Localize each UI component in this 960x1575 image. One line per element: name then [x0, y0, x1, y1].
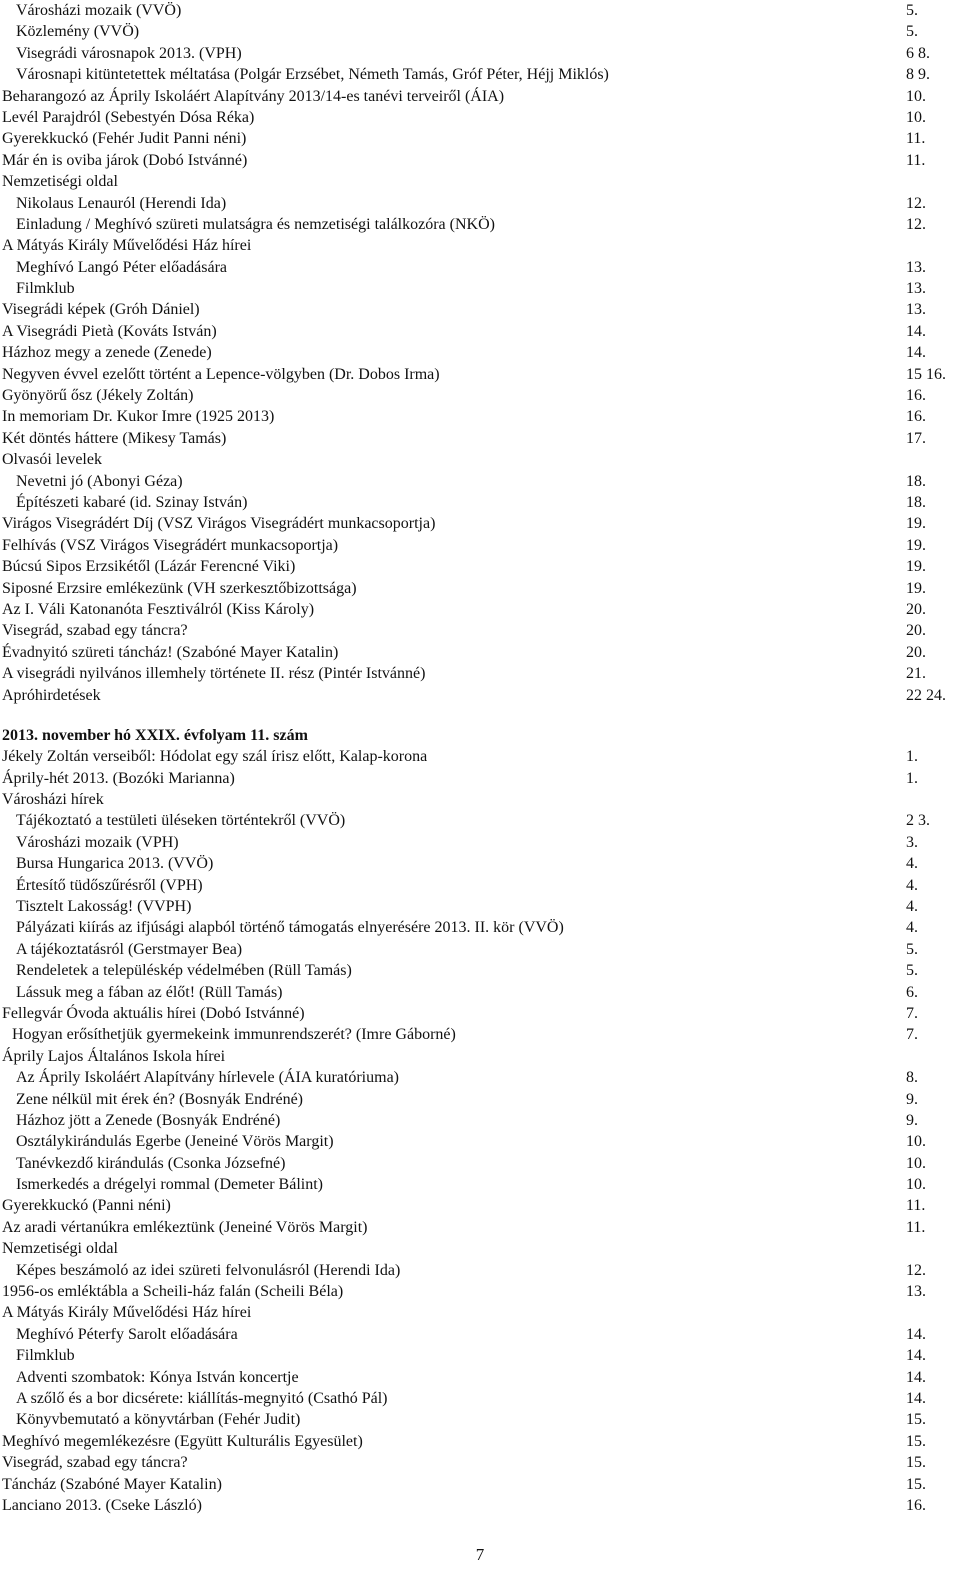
toc-entry — [2, 1089, 960, 1110]
toc-entry — [2, 214, 960, 235]
toc-entry — [2, 1495, 960, 1516]
toc-entry — [2, 1388, 960, 1409]
toc-entry-title: Lássuk meg a fában az élőt! (Rüll Tamás) — [16, 983, 283, 1001]
toc-entry — [2, 853, 960, 874]
toc-entry — [2, 1302, 960, 1323]
toc-entry-title: Fellegvár Óvoda aktuális hírei (Dobó Istvánné) — [2, 1004, 305, 1022]
toc-entry-title: Áprily-hét 2013. (Bozóki Marianna) — [2, 769, 235, 787]
toc-entry-title: Házhoz jött a Zenede (Bosnyák Endréné) — [16, 1111, 281, 1129]
toc-entry-page: 18. — [906, 472, 926, 490]
toc-entry — [2, 1067, 960, 1088]
toc-entry-title: Nikolaus Lenauról (Herendi Ida) — [16, 194, 227, 212]
toc-entry-title: Házhoz megy a zenede (Zenede) — [2, 344, 212, 362]
toc-entry-title: A tájékoztatásról (Gerstmayer Bea) — [16, 940, 243, 958]
toc-entry-page: 10. — [906, 1154, 926, 1172]
toc-entry-page: 14. — [906, 1347, 926, 1365]
toc-entry-page: 13. — [906, 1283, 926, 1301]
toc-entry — [2, 128, 960, 149]
toc-entry — [2, 235, 960, 256]
toc-entry — [2, 832, 960, 853]
toc-entry-page: 22 24. — [906, 686, 946, 704]
toc-entry — [2, 449, 960, 470]
toc-entry — [2, 1217, 960, 1238]
toc-entry — [2, 917, 960, 938]
toc-entry-title: Két döntés háttere (Mikesy Tamás) — [2, 429, 227, 447]
toc-entry-page: 9. — [906, 1090, 918, 1108]
toc-entry — [2, 257, 960, 278]
toc-entry-page: 11. — [906, 130, 926, 148]
toc-entry-page: 4. — [906, 898, 918, 916]
toc-entry-page: 5. — [906, 940, 918, 958]
toc-entry-title: Beharangozó az Áprily Iskoláért Alapítvány 2013/14-es tanévi terveiről (ÁIA) — [2, 87, 505, 105]
toc-entry-page: 15 16. — [906, 365, 946, 383]
toc-entry-title: Visegrádi városnapok 2013. (VPH) — [16, 44, 242, 62]
section-spacer — [2, 706, 960, 725]
toc-entry — [2, 810, 960, 831]
toc-entry-page: 10. — [906, 108, 926, 126]
toc-entry-page: 8 9. — [906, 66, 930, 84]
toc-entry-title: Lanciano 2013. (Cseke László) — [2, 1496, 202, 1514]
toc-entry-page: 20. — [906, 643, 926, 661]
toc-entry — [2, 471, 960, 492]
toc-entry-page: 14. — [906, 322, 926, 340]
toc-entry-page: 19. — [906, 536, 926, 554]
toc-entry — [2, 1174, 960, 1195]
toc-entry — [2, 1324, 960, 1345]
toc-entry — [2, 663, 960, 684]
toc-entry — [2, 599, 960, 620]
toc-entry-title: Városházi hírek — [2, 791, 104, 809]
toc-entry-page: 4. — [906, 876, 918, 894]
toc-entry — [2, 278, 960, 299]
toc-entry — [2, 385, 960, 406]
toc-entry-title: A Visegrádi Pietà (Kováts István) — [2, 322, 217, 340]
toc-entry-title: Filmklub — [16, 1347, 75, 1365]
toc-entry-title: Osztálykirándulás Egerbe (Jeneiné Vörös Margit) — [16, 1133, 334, 1151]
toc-entry-title: Bursa Hungarica 2013. (VVÖ) — [16, 855, 214, 873]
toc-entry — [2, 746, 960, 767]
toc-entry-title: Hogyan erősíthetjük gyermekeink immunrendszerét? (Imre Gáborné) — [12, 1026, 456, 1044]
toc-entry-title: Képes beszámoló az idei szüreti felvonulásról (Herendi Ida) — [16, 1261, 401, 1279]
toc-entry-page: 7. — [906, 1004, 918, 1022]
toc-entry — [2, 960, 960, 981]
toc-entry — [2, 1452, 960, 1473]
toc-entry-title: Apróhirdetések — [2, 686, 101, 704]
toc-entry-title: Ismerkedés a drégelyi rommal (Demeter Bálint) — [16, 1176, 323, 1194]
table-of-contents — [2, 0, 960, 1516]
toc-entry-page: 14. — [906, 344, 926, 362]
toc-entry-page: 1. — [906, 748, 918, 766]
toc-entry-page: 6. — [906, 983, 918, 1001]
toc-entry-title: Siposné Erzsire emlékezünk (VH szerkesztőbizottsága) — [2, 579, 357, 597]
toc-entry — [2, 150, 960, 171]
toc-entry — [2, 939, 960, 960]
toc-entry-page: 15. — [906, 1454, 926, 1472]
toc-entry — [2, 1195, 960, 1216]
toc-entry-page: 8. — [906, 1069, 918, 1087]
toc-entry — [2, 364, 960, 385]
issue-heading — [2, 725, 960, 746]
toc-entry — [2, 1409, 960, 1430]
toc-entry-page: 12. — [906, 1261, 926, 1279]
toc-entry — [2, 620, 960, 641]
toc-entry-title: Táncház (Szabóné Mayer Katalin) — [2, 1475, 222, 1493]
toc-entry-title: Az aradi vértanúkra emlékeztünk (Jeneiné Vörös Margit) — [2, 1218, 368, 1236]
toc-entry-page: 15. — [906, 1411, 926, 1429]
toc-entry — [2, 1024, 960, 1045]
toc-entry — [2, 1345, 960, 1366]
toc-entry-title: Könyvbemutató a könyvtárban (Fehér Judit) — [16, 1411, 301, 1429]
toc-entry-title: 1956-os emléktábla a Scheili-ház falán (Scheili Béla) — [2, 1283, 344, 1301]
toc-entry-title: Évadnyitó szüreti táncház! (Szabóné Mayer Katalin) — [2, 643, 339, 661]
toc-entry — [2, 321, 960, 342]
toc-entry-page: 5. — [906, 2, 918, 19]
toc-entry — [2, 64, 960, 85]
toc-entry-page: 16. — [906, 1496, 926, 1514]
toc-entry-page: 10. — [906, 87, 926, 105]
toc-entry-title: Gyerekkuckó (Fehér Judit Panni néni) — [2, 130, 247, 148]
toc-entry-page: 15. — [906, 1432, 926, 1450]
toc-entry — [2, 1110, 960, 1131]
toc-entry-page: 9. — [906, 1111, 918, 1129]
toc-entry-title: Az I. Váli Katonanóta Fesztiválról (Kiss Károly) — [2, 600, 315, 618]
toc-entry-page: 11. — [906, 1197, 926, 1215]
toc-entry-title: A Mátyás Király Művelődési Ház hírei — [2, 1304, 252, 1322]
toc-entry-title: Virágos Visegrádért Díj (VSZ Virágos Visegrádért munkacsoportja) — [2, 515, 436, 533]
toc-entry-title: Visegrád, szabad egy táncra? — [2, 1454, 188, 1472]
toc-entry-title: Meghívó megemlékezésre (Együtt Kulturális Egyesület) — [2, 1432, 363, 1450]
toc-entry-page: 10. — [906, 1133, 926, 1151]
toc-entry — [2, 428, 960, 449]
toc-entry-page: 10. — [906, 1176, 926, 1194]
toc-entry-title: Az Áprily Iskoláért Alapítvány hírlevele (ÁIA kuratóriuma) — [16, 1069, 399, 1087]
toc-entry-page: 14. — [906, 1368, 926, 1386]
toc-entry — [2, 578, 960, 599]
issue-heading-text: 2013. november hó XXIX. évfolyam 11. szám — [2, 726, 308, 744]
toc-entry — [2, 1367, 960, 1388]
toc-entry-title: Negyven évvel ezelőtt történt a Lepence-völgyben (Dr. Dobos Irma) — [2, 365, 440, 383]
toc-entry — [2, 875, 960, 896]
toc-entry-page: 6 8. — [906, 44, 930, 62]
toc-entry-page: 3. — [906, 833, 918, 851]
toc-entry — [2, 642, 960, 663]
toc-entry-page: 16. — [906, 387, 926, 405]
toc-entry-title: Városnapi kitüntetettek méltatása (Polgár Erzsébet, Németh Tamás, Gróf Péter, Héjj Miklós) — [16, 66, 609, 84]
toc-entry — [2, 982, 960, 1003]
toc-entry-title: Rendeletek a településkép védelmében (Rüll Tamás) — [16, 962, 352, 980]
toc-entry-title: Visegrádi képek (Gróh Dániel) — [2, 301, 200, 319]
toc-entry-page: 13. — [906, 258, 926, 276]
toc-entry-title: Levél Parajdról (Sebestyén Dósa Réka) — [2, 108, 255, 126]
toc-entry-title: Gyönyörű ősz (Jékely Zoltán) — [2, 387, 194, 405]
toc-entry-title: Tisztelt Lakosság! (VVPH) — [16, 898, 192, 916]
toc-entry — [2, 768, 960, 789]
toc-entry-title: Városházi mozaik (VPH) — [16, 833, 179, 851]
toc-entry-page: 7. — [906, 1026, 918, 1044]
toc-entry-page: 11. — [906, 151, 926, 169]
toc-entry-title: Nemzetiségi oldal — [2, 173, 118, 191]
toc-entry-page: 13. — [906, 280, 926, 298]
toc-entry-title: Gyerekkuckó (Panni néni) — [2, 1197, 171, 1215]
toc-entry-page: 2 3. — [906, 812, 930, 830]
toc-entry-page: 20. — [906, 600, 926, 618]
toc-entry — [2, 193, 960, 214]
toc-entry-page: 12. — [906, 194, 926, 212]
toc-entry — [2, 1260, 960, 1281]
toc-entry-page: 20. — [906, 622, 926, 640]
toc-entry — [2, 43, 960, 64]
toc-entry-title: Tájékoztató a testületi üléseken történtekről (VVÖ) — [16, 812, 346, 830]
toc-entry — [2, 1046, 960, 1067]
toc-entry — [2, 1238, 960, 1259]
toc-entry — [2, 1474, 960, 1495]
toc-entry-page: 21. — [906, 665, 926, 683]
toc-entry-title: Építészeti kabaré (id. Szinay István) — [16, 493, 248, 511]
toc-entry — [2, 342, 960, 363]
toc-entry — [2, 1153, 960, 1174]
toc-entry-title: Áprily Lajos Általános Iskola hírei — [2, 1047, 226, 1065]
toc-entry-title: A visegrádi nyilvános illemhely története II. rész (Pintér Istvánné) — [2, 665, 426, 683]
toc-entry — [2, 107, 960, 128]
toc-entry — [2, 0, 960, 21]
toc-entry-page: 4. — [906, 919, 918, 937]
toc-entry-page: 15. — [906, 1475, 926, 1493]
toc-entry-page: 5. — [906, 23, 918, 41]
toc-entry-title: Nevetni jó (Abonyi Géza) — [16, 472, 183, 490]
toc-entry-title: Búcsú Sipos Erzsikétől (Lázár Ferencné Viki) — [2, 558, 296, 576]
toc-entry-page: 4. — [906, 855, 918, 873]
toc-entry-title: Felhívás (VSZ Virágos Visegrádért munkacsoportja) — [2, 536, 339, 554]
toc-entry-page: 19. — [906, 558, 926, 576]
toc-entry — [2, 685, 960, 706]
toc-entry — [2, 492, 960, 513]
toc-entry — [2, 1431, 960, 1452]
toc-entry-title: Zene nélkül mit érek én? (Bosnyák Endréné) — [16, 1090, 303, 1108]
toc-entry-title: Meghívó Péterfy Sarolt előadására — [16, 1325, 238, 1343]
toc-entry — [2, 1131, 960, 1152]
toc-entry — [2, 556, 960, 577]
toc-entry-page: 18. — [906, 493, 926, 511]
toc-entry — [2, 789, 960, 810]
toc-entry — [2, 896, 960, 917]
toc-entry-title: A Mátyás Király Művelődési Ház hírei — [2, 237, 252, 255]
toc-entry-title: Olvasói levelek — [2, 451, 102, 469]
toc-entry — [2, 21, 960, 42]
toc-entry — [2, 406, 960, 427]
toc-entry-title: Városházi mozaik (VVÖ) — [16, 2, 182, 19]
toc-entry — [2, 513, 960, 534]
toc-entry-title: Közlemény (VVÖ) — [16, 23, 140, 41]
toc-entry-page: 19. — [906, 579, 926, 597]
toc-entry-page: 17. — [906, 429, 926, 447]
toc-entry-title: Értesítő tüdőszűrésről (VPH) — [16, 876, 203, 894]
toc-entry-page: 16. — [906, 408, 926, 426]
toc-entry-title: Már én is oviba járok (Dobó Istvánné) — [2, 151, 248, 169]
toc-entry-page: 12. — [906, 215, 926, 233]
toc-entry-title: Nemzetiségi oldal — [2, 1240, 118, 1258]
toc-entry-title: Jékely Zoltán verseiből: Hódolat egy szál írisz előtt, Kalap-korona — [2, 748, 428, 766]
toc-entry-title: Einladung / Meghívó szüreti mulatságra és nemzetiségi találkozóra (NKÖ) — [16, 215, 495, 233]
toc-entry-page: 5. — [906, 962, 918, 980]
toc-entry-title: Pályázati kiírás az ifjúsági alapból történő támogatás elnyerésére 2013. II. kör (VVÖ) — [16, 919, 564, 937]
toc-entry-page: 11. — [906, 1218, 926, 1236]
toc-entry-page: 14. — [906, 1325, 926, 1343]
toc-entry — [2, 1281, 960, 1302]
toc-entry-page: 14. — [906, 1390, 926, 1407]
toc-entry-page: 1. — [906, 769, 918, 787]
toc-entry-page: 19. — [906, 515, 926, 533]
toc-entry — [2, 1003, 960, 1024]
toc-entry-title: A szőlő és a bor dicsérete: kiállítás-megnyitó (Csathó Pál) — [16, 1390, 388, 1407]
toc-entry-page: 13. — [906, 301, 926, 319]
toc-entry-title: Adventi szombatok: Kónya István koncertje — [16, 1368, 299, 1386]
toc-entry-title: Visegrád, szabad egy táncra? — [2, 622, 188, 640]
toc-entry-title: Meghívó Langó Péter előadására — [16, 258, 228, 276]
toc-entry — [2, 86, 960, 107]
page-number: 7 — [475, 1545, 485, 1564]
toc-entry-title: Filmklub — [16, 280, 75, 298]
toc-entry-title: In memoriam Dr. Kukor Imre (1925 2013) — [2, 408, 275, 426]
toc-entry — [2, 535, 960, 556]
toc-entry — [2, 171, 960, 192]
toc-entry — [2, 299, 960, 320]
toc-entry-title: Tanévkezdő kirándulás (Csonka Józsefné) — [16, 1154, 286, 1172]
